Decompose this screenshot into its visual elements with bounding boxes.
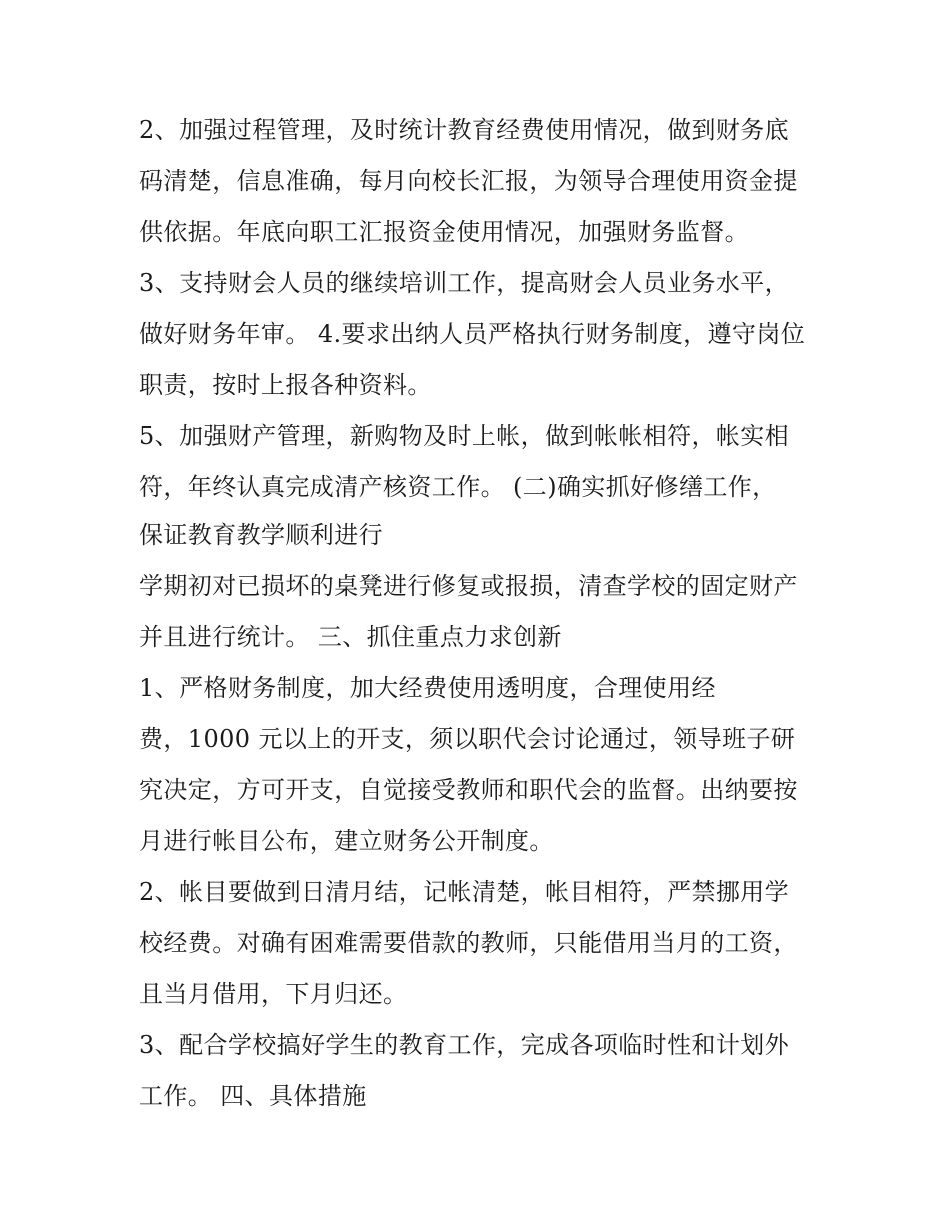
text-line: 5、加强财产管理，新购物及时上帐，做到帐帐相符，帐实相 bbox=[139, 422, 790, 450]
text-line: 并且进行统计。 三、抓住重点力求创新 bbox=[139, 623, 562, 651]
text-line: 学期初对已损坏的桌凳进行修复或报损，清查学校的固定财产 bbox=[139, 572, 798, 600]
text-line: 职责，按时上报各种资料。 bbox=[139, 371, 432, 399]
text-line: 3、配合学校搞好学生的教育工作，完成各项临时性和计划外 bbox=[139, 1031, 790, 1059]
text-line: 1、严格财务制度，加大经费使用透明度，合理使用经 bbox=[139, 674, 716, 702]
text-line: 符，年终认真完成清产核资工作。 (二)确实抓好修缮工作， bbox=[139, 473, 777, 501]
text-line: 工作。 四、具体措施 bbox=[139, 1082, 367, 1110]
text-line: 且当月借用，下月归还。 bbox=[139, 980, 408, 1008]
text-line: 码清楚，信息准确，每月向校长汇报，为领导合理使用资金提 bbox=[139, 167, 798, 195]
text-line: 做好财务年审。 4.要求出纳人员严格执行财务制度，遵守岗位 bbox=[139, 320, 806, 348]
text-line: 2、加强过程管理，及时统计教育经费使用情况，做到财务底 bbox=[139, 116, 790, 144]
text-line: 保证教育教学顺利进行 bbox=[139, 521, 383, 549]
text-line: 2、帐目要做到日清月结，记帐清楚，帐目相符，严禁挪用学 bbox=[139, 878, 790, 906]
text-line: 究决定，方可开支，自觉接受教师和职代会的监督。出纳要按 bbox=[139, 776, 798, 804]
text-line: 月进行帐目公布，建立财务公开制度。 bbox=[139, 827, 554, 855]
text-line: 供依据。年底向职工汇报资金使用情况，加强财务监督。 bbox=[139, 218, 749, 246]
text-line: 校经费。对确有困难需要借款的教师，只能借用当月的工资， bbox=[139, 929, 798, 957]
text-line: 3、支持财会人员的继续培训工作，提高财会人员业务水平， bbox=[139, 269, 790, 297]
text-line: 费，1000 元以上的开支，须以职代会讨论通过，领导班子研 bbox=[139, 725, 796, 753]
